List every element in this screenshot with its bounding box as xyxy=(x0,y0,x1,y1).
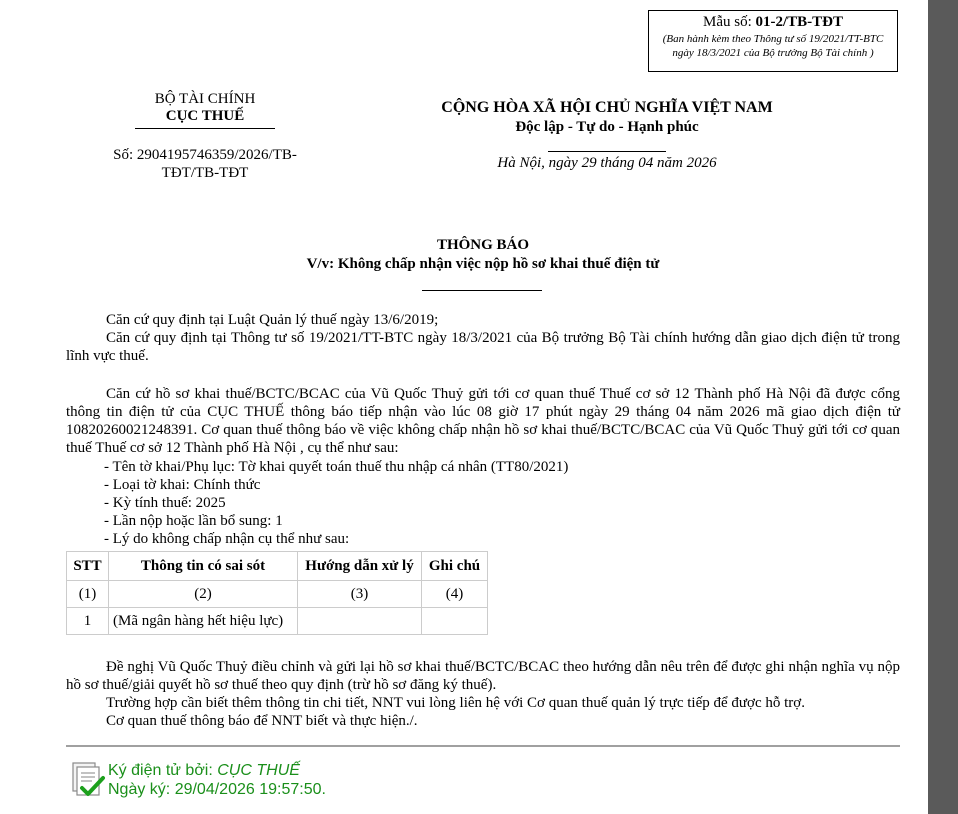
place-date: Hà Nội, ngày 29 tháng 04 năm 2026 xyxy=(497,155,717,171)
signed-document-check-icon xyxy=(70,762,106,798)
document-number-line2: TĐT/TB-TĐT xyxy=(161,165,249,181)
notice-subject: V/v: Không chấp nhận việc nộp hồ sơ khai thuế điện tử xyxy=(306,256,660,272)
contact-text: Trường hợp cần biết thêm thông tin chi tiết, NNT vui lòng liên hệ với Cơ quan thuế quản lý trực tiếp để được hỗ trợ. xyxy=(106,695,805,711)
request-text: Đề nghị Vũ Quốc Thuỷ điều chỉnh và gửi lại hồ sơ khai thuế/BCTC/BCAC theo hướng dẫn nêu trên để được ghi nhận nghĩa vụ nộp hồ sơ thuế/giải quyết hồ sơ thuế theo quy định (trừ hồ sơ đăng ký thuế). xyxy=(66,659,900,693)
republic-motto: Độc lập - Tự do - Hạnh phúc xyxy=(515,119,699,135)
header-note: Ghi chú xyxy=(422,552,488,581)
form-code-value: 01-2/TB-TĐT xyxy=(755,14,843,30)
contact-paragraph xyxy=(66,694,900,712)
table-cell: (4) xyxy=(422,581,488,608)
form-code xyxy=(649,13,897,32)
header-error-info: Thông tin có sai sót xyxy=(109,552,298,581)
table-header-row xyxy=(67,552,488,581)
sign-date-value: 29/04/2026 19:57:50. xyxy=(174,781,326,798)
table-cell: 1 xyxy=(67,608,109,635)
motto-underline xyxy=(548,151,666,152)
table-row xyxy=(67,608,488,635)
detail-item-form-name: - Tên tờ khai/Phụ lục: Tờ khai quyết toán thuế thu nhập cá nhân (TT80/2021) xyxy=(104,459,569,475)
closing-text: Cơ quan thuế thông báo để NNT biết và thực hiện./. xyxy=(106,713,418,729)
table-cell xyxy=(298,608,422,635)
signed-by-value: CỤC THUẾ xyxy=(217,762,300,779)
request-paragraph xyxy=(66,658,900,694)
document-number-line1: Số: 2904195746359/2026/TB- xyxy=(113,147,297,163)
header-handling-guide: Hướng dẫn xử lý xyxy=(298,552,422,581)
detail-item-submission-count: - Lần nộp hoặc lần bổ sung: 1 xyxy=(104,513,283,529)
title-underline xyxy=(422,290,542,291)
basis-law-text: Căn cứ quy định tại Luật Quản lý thuế ngày 13/6/2019; xyxy=(106,312,439,328)
republic-name: CỘNG HÒA XÃ HỘI CHỦ NGHĨA VIỆT NAM xyxy=(441,99,773,116)
table-cell: (3) xyxy=(298,581,422,608)
table-cell: (Mã ngân hàng hết hiệu lực) xyxy=(109,608,298,635)
signed-by xyxy=(108,761,300,780)
error-table xyxy=(66,551,488,635)
form-code-box xyxy=(648,10,898,72)
agency-underline xyxy=(135,128,275,129)
table-cell xyxy=(422,608,488,635)
basis-law-paragraph xyxy=(66,311,900,329)
signature-divider xyxy=(66,745,900,747)
sign-date-label: Ngày ký: xyxy=(108,781,175,798)
basis-filing-text: Căn cứ hồ sơ khai thuế/BCTC/BCAC của Vũ Quốc Thuỷ gửi tới cơ quan thuế Thuế cơ sở 12 Thành phố Hà Nội đã được cổng thông tin điện tử của CỤC THUẾ thông báo tiếp nhận vào lúc 08 giờ 17 phút ngày 29 tháng 04 năm 2026 mã giao dịch điện tử 10820260021248391. Cơ quan thuế thông báo về việc không chấp nhận hồ sơ khai thuế/BCTC/BCAC của Vũ Quốc Thuỷ gửi tới cơ quan thuế Thuế cơ sở 12 Thành phố Hà Nội , cụ thể như sau: xyxy=(66,386,900,456)
header-stt: STT xyxy=(67,552,109,581)
table-index-row xyxy=(67,581,488,608)
table-cell: (1) xyxy=(67,581,109,608)
detail-item-tax-period: - Kỳ tính thuế: 2025 xyxy=(104,495,226,511)
table-cell: (2) xyxy=(109,581,298,608)
sign-date xyxy=(108,780,326,799)
closing-paragraph xyxy=(66,712,900,730)
detail-item-form-type: - Loại tờ khai: Chính thức xyxy=(104,477,261,493)
signed-by-label: Ký điện tử bởi: xyxy=(108,762,218,779)
basis-filing-paragraph xyxy=(66,385,900,457)
detail-item-rejection-reason: - Lý do không chấp nhận cụ thể như sau: xyxy=(104,531,350,547)
notice-title: THÔNG BÁO xyxy=(436,237,530,253)
basis-circular-paragraph xyxy=(66,329,900,365)
ministry-name: BỘ TÀI CHÍNH xyxy=(154,91,256,107)
basis-circular-text: Căn cứ quy định tại Thông tư số 19/2021/TT-BTC ngày 18/3/2021 của Bộ trưởng Bộ Tài chính hướng dẫn giao dịch điện tử trong lĩnh vực thuế. xyxy=(66,330,900,364)
form-note-line2: ngày 18/3/2021 của Bộ trưởng Bộ Tài chính ) xyxy=(672,47,874,59)
form-code-label: Mẫu số: xyxy=(702,14,756,30)
department-name: CỤC THUẾ xyxy=(165,108,245,124)
form-note-line1: (Ban hành kèm theo Thông tư số 19/2021/TT-BTC xyxy=(662,33,884,45)
